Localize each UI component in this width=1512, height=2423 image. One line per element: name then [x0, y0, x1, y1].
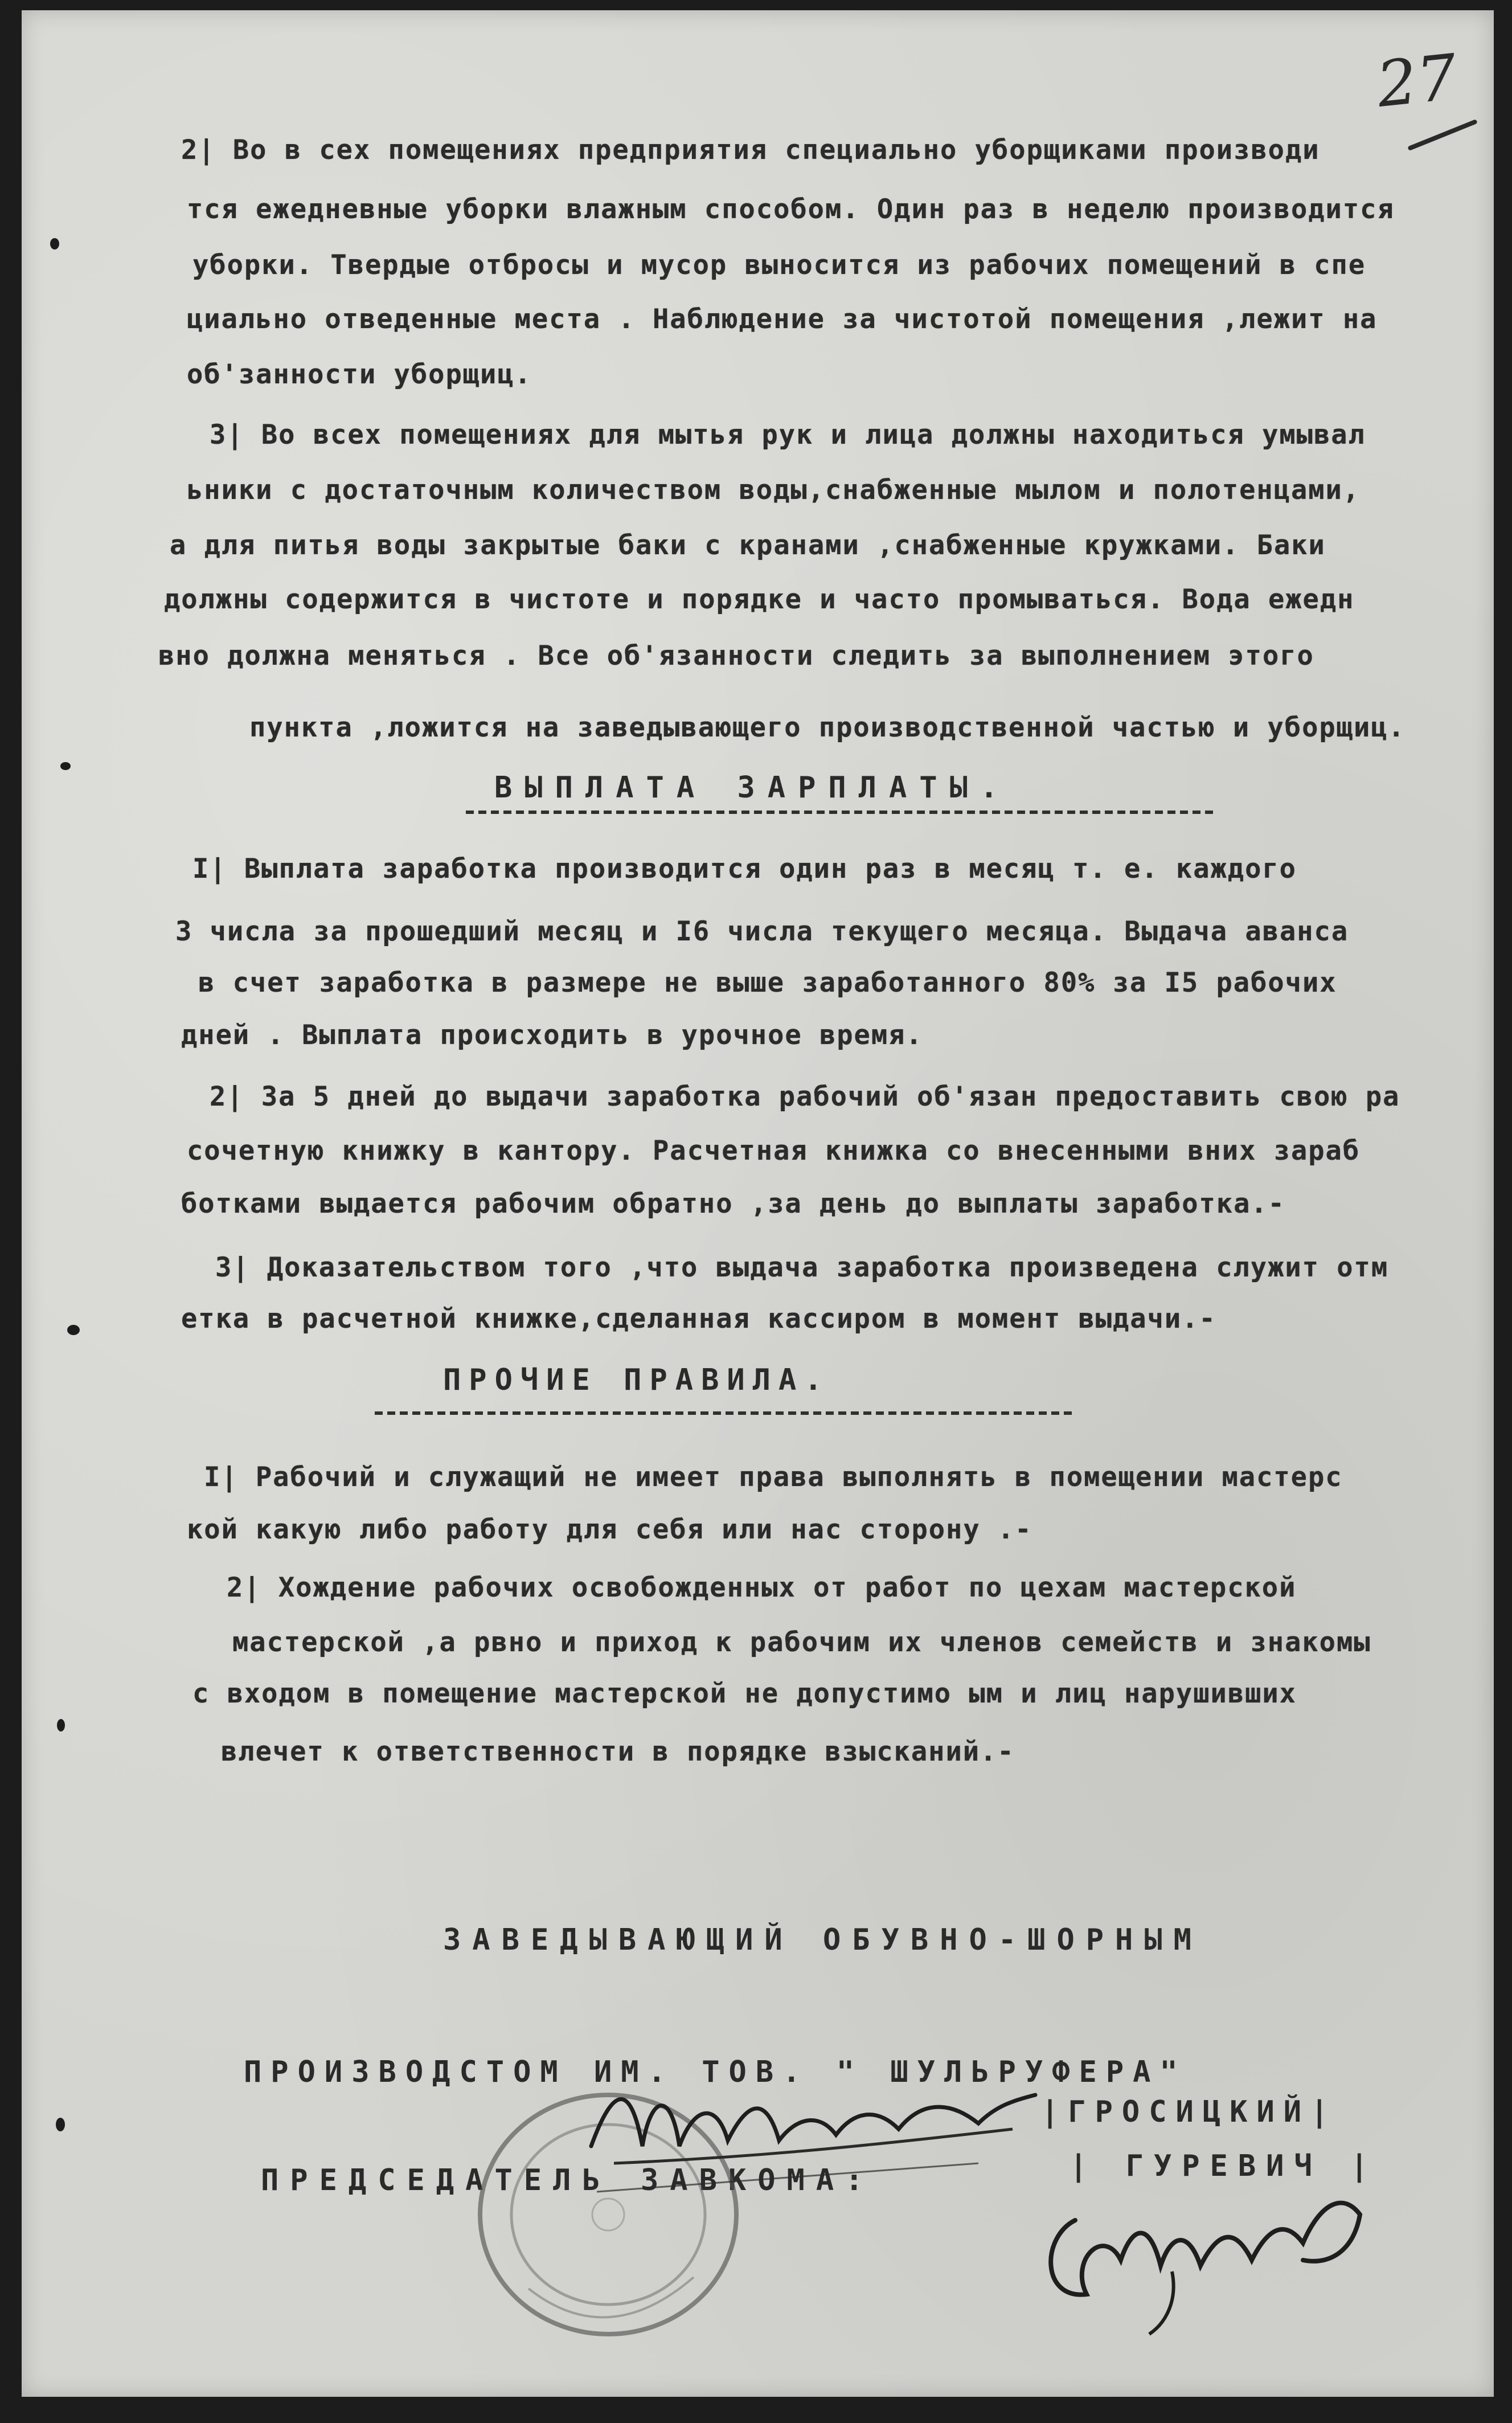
binding-hole	[56, 2118, 65, 2131]
binding-hole	[57, 1719, 65, 1732]
page-number: 27	[1373, 40, 1461, 121]
text-line: должны содержится в чистоте и порядке и часто промываться. Вода ежедн	[164, 584, 1355, 615]
text-line: 2| За 5 дней до выдачи заработка рабочий об'язан предоставить свою ра	[210, 1081, 1400, 1112]
heading-underline	[375, 1411, 1075, 1415]
text-line: мастерской ,а рвно и приход к рабочим их членов семейств и знакомы	[232, 1627, 1371, 1658]
text-line: 2| Во в сех помещениях предприятия специально уборщиками производи	[181, 134, 1320, 166]
handwritten-signature	[580, 2061, 1047, 2197]
text-line: в счет заработка в размере не выше заработанного 80% за I5 рабочих	[198, 967, 1337, 998]
text-line: пункта ,ложится на заведывающего производственной частью и уборщиц.	[249, 712, 1406, 743]
text-line: дней . Выплата происходить в урочное время.	[181, 1020, 923, 1051]
handwritten-signature	[1035, 2169, 1377, 2340]
text-line: ботками выдается рабочим обратно ,за день до выплаты заработка.-	[181, 1188, 1285, 1219]
text-line: ьники с достаточным количеством воды,снабженные мылом и полотенцами,	[187, 474, 1361, 506]
document-page	[22, 10, 1494, 2397]
text-line: тся ежедневные уборки влажным способом. Один раз в неделю производится	[187, 194, 1395, 225]
text-line: I| Рабочий и служащий не имеет права выполнять в помещении мастерс	[204, 1462, 1343, 1493]
text-line: об'занности уборщиц.	[187, 359, 532, 390]
text-line: I| Выплата заработка производится один раз в месяц т. е. каждого	[192, 853, 1297, 885]
section-heading-wages: ВЫПЛАТА ЗАРПЛАТЫ.	[494, 771, 1011, 805]
page-number-underline	[1407, 119, 1478, 151]
text-line: кой какую либо работу для себя или нас сторону .-	[187, 1514, 1032, 1545]
text-line: влечет к ответственности в порядке взысканий.-	[221, 1736, 1015, 1767]
text-line: а для питья воды закрытые баки с кранами ,снабженные кружками. Баки	[170, 530, 1326, 561]
heading-underline	[466, 811, 1218, 814]
text-line: с входом в помещение мастерской не допустимо ым и лиц нарушивших	[192, 1678, 1297, 1709]
text-line: вно должна меняться . Все об'язанности следить за выполнением этого	[158, 640, 1314, 672]
binding-hole	[67, 1325, 80, 1335]
section-heading-other: ПРОЧИЕ ПРАВИЛА.	[443, 1363, 830, 1397]
text-line: 3 числа за прошедший месяц и I6 числа текущего месяца. Выдача аванса	[175, 916, 1349, 947]
signatory-name: |ГРОСИЦКИЙ|	[1041, 2095, 1338, 2129]
binding-hole	[60, 762, 71, 770]
binding-hole	[50, 238, 59, 249]
signatory-name: | ГУРЕВИЧ |	[1070, 2149, 1379, 2183]
text-line: уборки. Твердые отбросы и мусор выносится из рабочих помещений в спе	[192, 249, 1366, 281]
signature-title-line: ПРОИЗВОДСТОМ ИМ. ТОВ. " ШУЛЬРУФЕРА"	[244, 2055, 1187, 2089]
text-line: 2| Хождение рабочих освобожденных от работ по цехам мастерской	[227, 1572, 1297, 1603]
text-line: 3| Во всех помещениях для мытья рук и лица должны находиться умывал	[210, 419, 1366, 451]
text-line: циально отведенные места . Наблюдение за чистотой помещения ,лежит на	[187, 304, 1378, 335]
signature-title-line: ПРЕДСЕДАТЕЛЬ ЗАВКОМА:	[261, 2163, 875, 2197]
text-line: 3| Доказательством того ,что выдача заработка произведена служит отм	[215, 1252, 1389, 1283]
signature-title-line: ЗАВЕДЫВАЮЩИЙ ОБУВНО-ШОРНЫМ	[443, 1923, 1203, 1957]
text-line: етка в расчетной книжке,сделанная кассиром в момент выдачи.-	[181, 1303, 1216, 1335]
text-line: сочетную книжку в кантору. Расчетная книжка со внесенными вних зараб	[187, 1135, 1361, 1167]
